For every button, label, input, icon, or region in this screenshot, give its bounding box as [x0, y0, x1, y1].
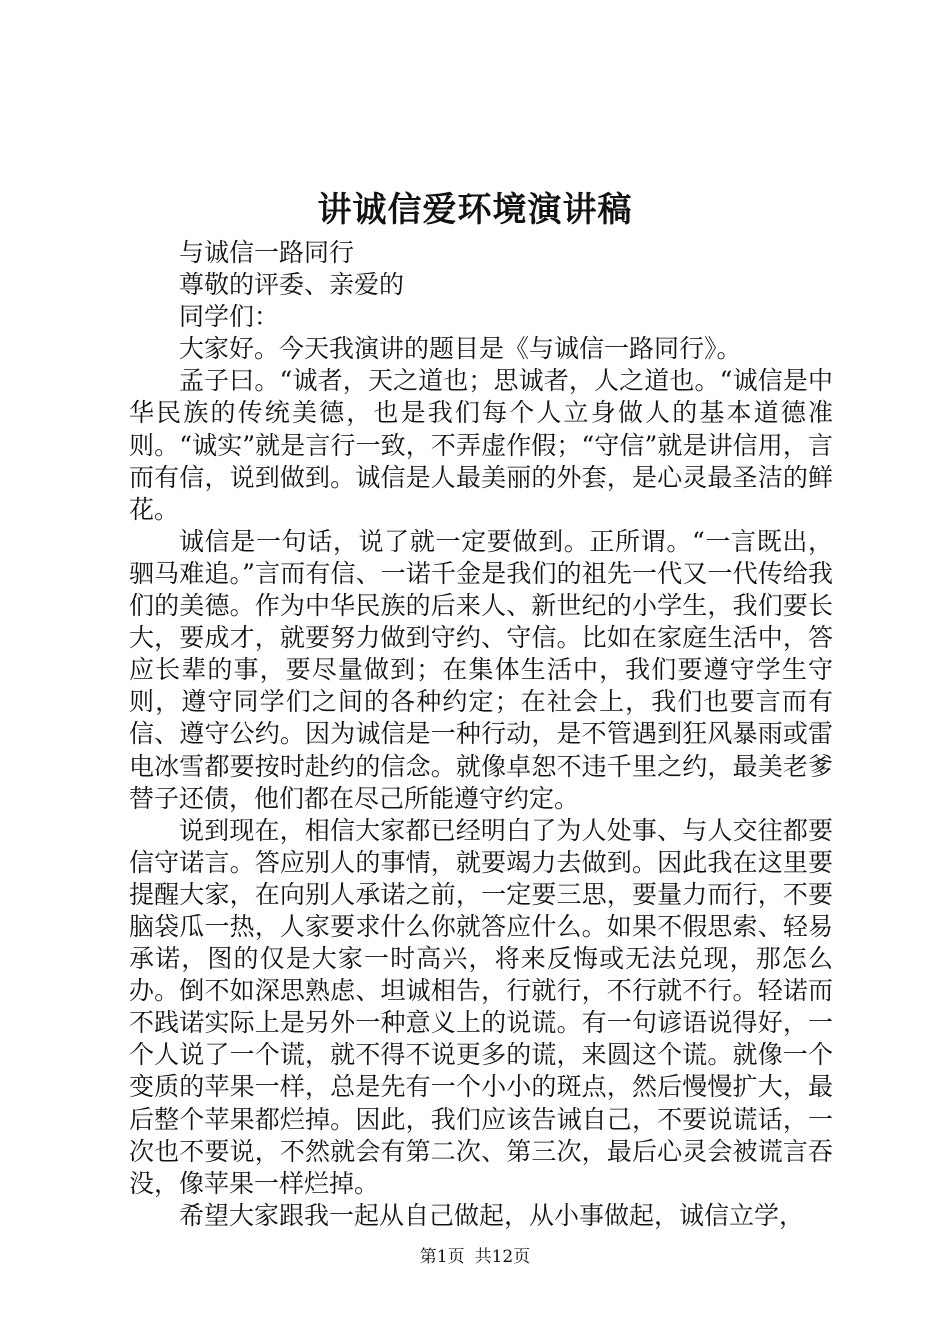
paragraph-subtitle: 与诚信一路同行 — [179, 238, 355, 267]
page-number: 第1页 — [419, 1247, 465, 1267]
paragraph-salutation-cont: 同学们： — [179, 302, 280, 332]
page-title: 讲诚信爱环境演讲稿 — [317, 190, 633, 230]
paragraph-body: 希望大家跟我一起从自己做起，从小事做起，诚信立学， — [179, 1200, 805, 1230]
document-body — [129, 237, 833, 1232]
paragraph-salutation: 尊敬的评委、亲爱的 — [179, 270, 405, 300]
paragraph-body: 孟子曰。“诚者，天之道也；思诚者，人之道也。“诚信是中华民族的传统美德，也是我们每个人立身做人的基本道德准则。“诚实”就是言行一致，不弄虚作假；“守信”就是讲信用，言而有信，说到做到。诚信是人最美丽的外套，是心灵最圣洁的鲜花。 — [129, 366, 833, 524]
page-total: 共12页 — [474, 1247, 531, 1267]
paragraph-body: 诚信是一句话，说了就一定要做到。正所谓。“一言既出，驷马难追。”言而有信、一诺千金是我们的祖先一代又一代传给我们的美德。作为中华民族的后来人、新世纪的小学生，我们要长大，要成才，就要努力做到守约、守信。比如在家庭生活中，答应长辈的事，要尽量做到；在集体生活中，我们要遵守学生守则，遵守同学们之间的各种约定；在社会上，我们也要言而有信、遵守公约。因为诚信是一种行动，是不管遇到狂风暴雨或雷电冰雪都要按时赴约的信念。就像卓恕不违千里之约，最美老爹替子还债，他们都在尽己所能遵守约定。 — [129, 526, 833, 813]
paragraph-body: 说到现在，相信大家都已经明白了为人处事、与人交往都要信守诺言。答应别人的事情，就要竭力去做到。因此我在这里要提醒大家，在向别人承诺之前，一定要三思，要量力而行，不要脑袋瓜一热，人家要求什么你就答应什么。如果不假思索、轻易承诺，图的仅是大家一时高兴，将来反悔或无法兑现，那怎么办。倒不如深思熟虑、坦诚相告，行就行，不行就不行。轻诺而不践诺实际上是另外一种意义上的说谎。有一句谚语说得好，一个人说了一个谎，就不得不说更多的谎，来圆这个谎。就像一个变质的苹果一样，总是先有一个小小的斑点，然后慢慢扩大，最后整个苹果都烂掉。因此，我们应该告诫自己，不要说谎话，一次也不要说，不然就会有第二次、第三次，最后心灵会被谎言吞没，像苹果一样烂掉。 — [129, 815, 833, 1198]
page-footer — [0, 1245, 950, 1269]
paragraph-greeting: 大家好。今天我演讲的题目是《与诚信一路同行》。 — [179, 334, 742, 364]
